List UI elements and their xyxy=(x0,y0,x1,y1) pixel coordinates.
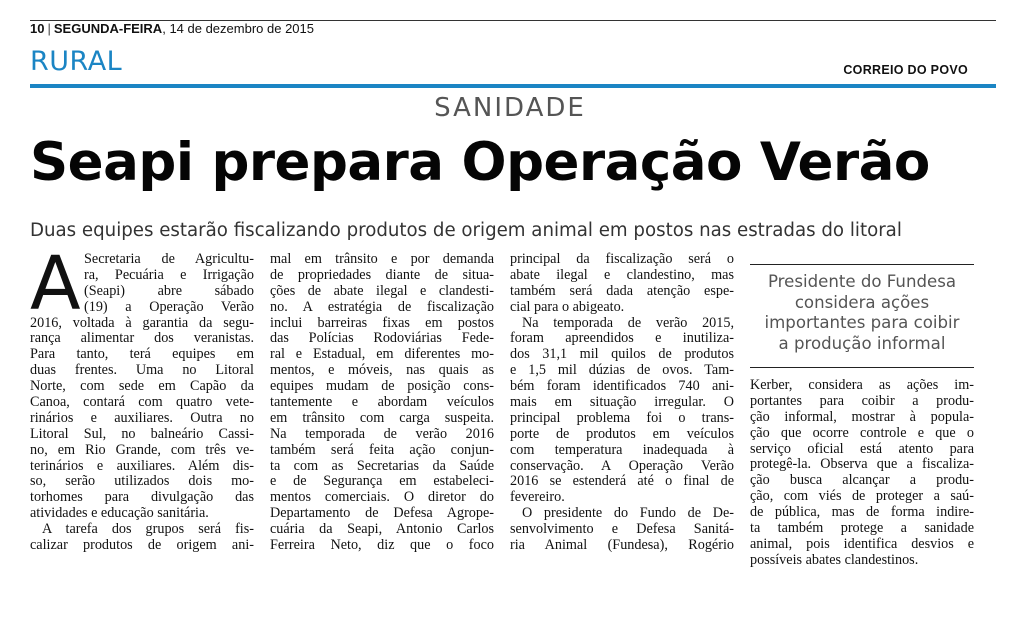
text-line: terinários e auxiliares. Além dis- xyxy=(30,458,254,474)
text-line: (19) a Operação Verão xyxy=(84,299,254,315)
text-line: conservação. A Operação Verão xyxy=(510,458,734,474)
text-line: ria Animal (Fundesa), Rogério xyxy=(510,538,734,554)
text-line: ção busca alcançar a produ- xyxy=(750,473,974,489)
text-line: ção informal, mostrar à popula- xyxy=(750,409,974,425)
folio-separator: | xyxy=(47,21,51,36)
text-line: foram apreendidos e inutiliza- xyxy=(510,331,734,347)
deck: Duas equipes estarão fiscalizando produtos de origem animal em postos nas estradas do litoral xyxy=(30,220,902,241)
text-line: principal problema foi o trans- xyxy=(510,410,734,426)
text-line: com temperatura inadequada à xyxy=(510,442,734,458)
text-line: cuária da Seapi, Antonio Carlos xyxy=(270,522,494,538)
text-line: Na temporada de verão 2016 xyxy=(270,426,494,442)
article-column-2 xyxy=(270,252,494,554)
text-line: fevereiro. xyxy=(510,490,565,506)
text-line: Canoa, contará com quatro vete- xyxy=(30,395,254,411)
text-line: inclui barreiras fixas em postos xyxy=(270,315,494,331)
kicker: SANIDADE xyxy=(434,93,586,123)
text-line: Para tanto, terá equipes em xyxy=(30,347,254,363)
text-line: porte de produtos em veículos xyxy=(510,426,734,442)
text-line: das Polícias Rodoviárias Fede- xyxy=(270,331,494,347)
text-line: duas frentes. Uma no Litoral xyxy=(30,363,254,379)
text-line: tantemente e abordam veículos xyxy=(270,395,494,411)
pullquote xyxy=(750,272,974,354)
section-rule xyxy=(30,84,996,88)
text-line: também será feita ação conjun- xyxy=(270,442,494,458)
text-line: de propriedades diante de situa- xyxy=(270,267,494,283)
text-line: bém foram identificados 740 ani- xyxy=(510,379,734,395)
text-line: Litoral Sul, no balneário Cassi- xyxy=(30,426,254,442)
text-line: mal em trânsito e por demanda xyxy=(270,252,494,267)
page-number: 10 xyxy=(30,21,45,36)
text-line: Na temporada de verão 2015, xyxy=(522,315,734,331)
text-line: cial para o abigeato. xyxy=(510,299,625,315)
issue-date: 14 de dezembro de 2015 xyxy=(169,21,314,36)
text-line: calizar produtos de origem ani- xyxy=(30,538,254,554)
text-line: mentos, e móveis, nas quais as xyxy=(270,363,494,379)
pullquote-line: importantes para coibir xyxy=(764,313,960,332)
folio xyxy=(30,21,314,37)
text-line: ção que ocorre controle e que o xyxy=(750,425,974,441)
text-line: ral e Estadual, em diferentes mo- xyxy=(270,347,494,363)
text-line: O presidente do Fundo de De- xyxy=(522,506,734,522)
publication-name: CORREIO DO POVO xyxy=(843,63,968,77)
headline: Seapi prepara Operação Verão xyxy=(30,132,930,193)
text-line: ra, Pecuária e Irrigação xyxy=(84,267,254,283)
article-column-3 xyxy=(510,252,734,554)
text-line: 2016 se estenderá até o final de xyxy=(510,474,734,490)
text-line: no, em Rio Grande, com três ve- xyxy=(30,442,254,458)
text-line: protegê-la. Observa que a fiscaliza- xyxy=(750,457,974,473)
text-line: animal, pois identifica desvios e xyxy=(750,536,974,552)
text-line: serviço oficial está atento para xyxy=(750,441,974,457)
text-line: mais em situação irregular. O xyxy=(510,395,734,411)
text-line: de pública, mas de forma indire- xyxy=(750,505,974,521)
text-line: dos 31,1 mil quilos de produtos xyxy=(510,347,734,363)
text-line: também será dada atenção espe- xyxy=(510,283,734,299)
pullquote-top-rule xyxy=(750,264,974,265)
text-line: equipes mudam de posição cons- xyxy=(270,379,494,395)
text-line: so, serão utilizados dois mo- xyxy=(30,474,254,490)
text-line: portantes para coibir a produ- xyxy=(750,393,974,409)
text-line: ta também protege a sanidade xyxy=(750,521,974,537)
text-line: Ferreira Neto, diz que o foco xyxy=(270,538,494,554)
text-line: senvolvimento e Defesa Sanitá- xyxy=(510,522,734,538)
pullquote-line: considera ações xyxy=(794,292,930,312)
text-line: ções de abate ilegal e clandesti- xyxy=(270,283,494,299)
text-line: ta com as Secretarias da Saúde xyxy=(270,458,494,474)
text-line: possíveis abates clandestinos. xyxy=(750,552,919,568)
text-line: e de Segurança em estabeleci- xyxy=(270,474,494,490)
weekday: SEGUNDA-FEIRA xyxy=(53,21,163,36)
text-line: principal da fiscalização será o xyxy=(510,252,734,267)
text-line: no. A estratégia de fiscalização xyxy=(270,299,494,315)
text-line: 2016, voltada à garantia da segu- xyxy=(30,315,254,331)
article-column-1 xyxy=(30,241,254,554)
folio-comma: , xyxy=(162,21,170,36)
section-title: RURAL xyxy=(30,46,123,77)
article-column-4 xyxy=(750,378,974,569)
text-line: Norte, com sede em Capão da xyxy=(30,379,254,395)
drop-cap: A xyxy=(30,241,81,327)
text-line: rança alimentar dos veranistas. xyxy=(30,331,254,347)
pullquote-line: a produção informal xyxy=(778,333,946,353)
text-line: Departamento de Defesa Agrope- xyxy=(270,506,494,522)
pullquote-line: Presidente do Fundesa xyxy=(767,272,957,291)
text-line: (Seapi) abre sábado xyxy=(84,283,254,299)
pullquote-bottom-rule xyxy=(750,367,974,368)
text-line: abate ilegal e clandestino, mas xyxy=(510,267,734,283)
text-line: atividades e educação sanitária. xyxy=(30,506,209,522)
text-line: ção, com viés de proteger a saú- xyxy=(750,489,974,505)
text-line: rinários e auxiliares. Outra no xyxy=(30,410,254,426)
text-line: Secretaria de Agricultu- xyxy=(84,252,254,267)
text-line: A tarefa dos grupos será fis- xyxy=(42,522,254,538)
text-line: Kerber, considera as ações im- xyxy=(750,378,974,393)
text-line: mentos comerciais. O diretor do xyxy=(270,490,494,506)
text-line: em trânsito com carga suspeita. xyxy=(270,410,494,426)
text-line: e 1,5 mil dúzias de ovos. Tam- xyxy=(510,363,734,379)
text-line: torhomes para divulgação das xyxy=(30,490,254,506)
